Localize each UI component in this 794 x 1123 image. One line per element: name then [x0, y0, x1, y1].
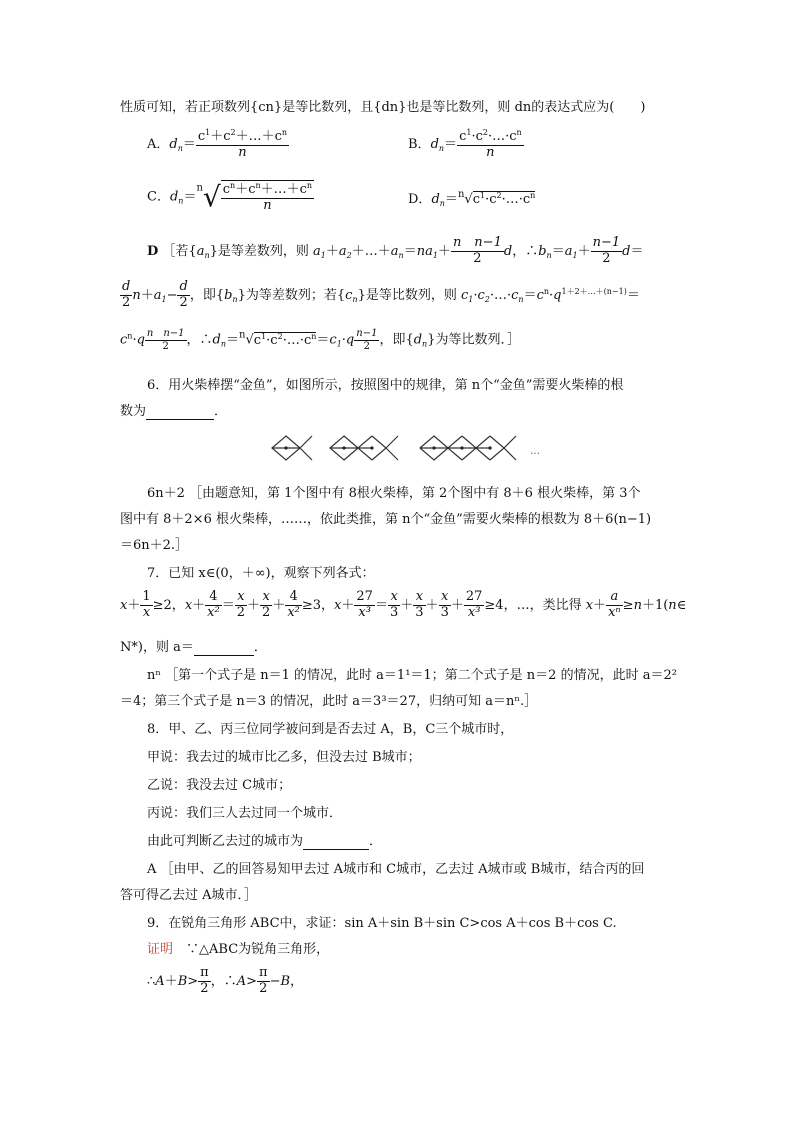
q8-answer-line1: A ［由甲、乙的回答易知甲去过 A城市和 C城市，乙去过 A城市或 B城市，结合丙的回 — [147, 862, 645, 877]
q8-judge: 由此可判断乙去过的城市为 ． — [147, 834, 383, 849]
q5-option-b[interactable]: B．$d_n=$ $\frac{c^1\cdot c^2\cdot\dots\cdot c^n}{n}$ — [408, 128, 522, 160]
q6-answer-line2: 图中有 8＋2×6 根火柴棒，……，依此类推，第 n个“金鱼”需要火柴棒的根数为 8＋6(n−1) — [120, 512, 652, 527]
proof-label: 证明 — [147, 942, 174, 957]
q6-answer-line3: ＝6n＋2.］ — [120, 538, 189, 553]
q6-stem-line2: 数为 ． — [120, 404, 228, 419]
q7-answer-line1: nⁿ ［第一个式子是 n＝1 的情况，此时 a＝1¹＝1；第二个式子是 n＝2 的情况，此时 a＝2² — [147, 668, 677, 683]
q7-answer-line2: ＝4；第三个式子是 n＝3 的情况，此时 a＝3³＝27，归纳可知 a＝nⁿ.］ — [120, 694, 538, 709]
fish-2 — [330, 436, 398, 460]
q5-option-c[interactable]: C．$d_n=^n√$ $\frac{c^n+c^n+\dots+c^n}{n}$ — [147, 180, 313, 214]
q8-answer-line2: 答可得乙去过 A城市．］ — [120, 888, 258, 903]
q7-stem-line1: 7．已知 x∈(0，＋∞)，观察下列各式： — [147, 566, 375, 581]
q8-jia: 甲说：我去过的城市比乙多，但没去过 B城市； — [147, 750, 421, 765]
q7-stem-line3: N*)，则 a＝ ． — [120, 640, 267, 655]
q7-answer-blank[interactable] — [194, 640, 254, 656]
q5-answer-line1: D ［若$\{a_n\}$是等差数列，则 $a_1+a_2+\dots+a_n=na_1+$ $\frac{\text{n n−1}}{2}$ d，$\therefore b_n=a_1+$ $\frac{n-1}{2}$ d＝ — [147, 235, 644, 266]
q8-yi: 乙说：我没去过 C城市； — [147, 778, 292, 793]
q7-stem-line2: x＋ $\frac{1}{x}$ ≥2，x＋ $\frac{4}{\text{x²}}$ ＝ $\frac{x}{2}$ ＋ $\frac{x}{2}$ ＋ $\frac{4}{\text{x²}}$ ≥3，x＋ $\frac{27}{\text{x³}}$ ＝ $\frac{x}{3}$ ＋ $\frac{x}{3}$ ＋ $\frac{x}{3}$ ＋ $\frac{27}{\text{x³}}$ ≥4，…，类比得 x＋ $\frac{a}{\text{xⁿ}}$ ≥n＋1(n∈ — [120, 589, 687, 620]
q9-proof-line2: ∴A＋B> $\frac{\pi}{2}$ ，∴A> $\frac{\pi}{2}$ −B， — [147, 965, 304, 996]
q5-answer-line2: $\frac{d}{2}$ $n+a_1-$ $\frac{d}{2}$ ，即$\{b_n\}$为等差数列；若$\{c_n\}$是等比数列，则 $c_1\cdot c_2\cdot\dots\cdot c_n=c^n\cdot q^{1+2+\dots+(n-1)}=$ — [122, 279, 640, 310]
q6-stem-line1: 6．用火柴棒摆“金鱼”，如图所示，按照图中的规律，第 n个“金鱼”需要火柴棒的根 — [147, 378, 624, 393]
figure-ellipsis: … — [530, 446, 540, 457]
q5-stem: 性质可知，若正项数列{cn}是等比数列，且{dn}也是等比数列，则 dn的表达式应为( ) — [120, 100, 646, 115]
q6-answer-line1: 6n＋2 ［由题意知，第 1个图中有 8根火柴棒，第 2个图中有 8＋6 根火柴棒，第 3个 — [147, 486, 641, 501]
q8-answer-blank[interactable] — [303, 834, 369, 850]
q5-answer-line3: $c^n\cdot q$ $\frac{\text{n n−1}}{2}$ ，$\therefore d_n=^n√c^1\cdot c^2\cdot\dots\cdot c^n=c_1\cdot q$ $\frac{n-1}{2}$ ，即$\{d_n\}$为等比数列．］ — [120, 328, 520, 352]
matchstick-fish-figure — [268, 428, 538, 468]
q8-bing: 丙说：我们三人去过同一个城市． — [147, 806, 343, 821]
q8-stem: 8．甲、乙、丙三位同学被问到是否去过 A，B，C三个城市时， — [147, 722, 514, 737]
q9-stem: 9．在锐角三角形 ABC中，求证：sin A＋sin B＋sin C>cos A＋cos B＋cos C. — [147, 916, 617, 931]
q9-proof-line1: 证明 ∵△ABC为锐角三角形， — [147, 942, 330, 957]
q5-option-d[interactable]: D．$d_n=^n√c^1\cdot c^2\cdot\dots\cdot c^n$ — [408, 189, 536, 208]
fish-1 — [272, 436, 312, 460]
q6-answer-blank[interactable] — [146, 404, 214, 420]
q5-option-a[interactable]: A．$d_n=$ $\frac{c^1+c^2+\dots+c^n}{n}$ — [147, 128, 288, 160]
